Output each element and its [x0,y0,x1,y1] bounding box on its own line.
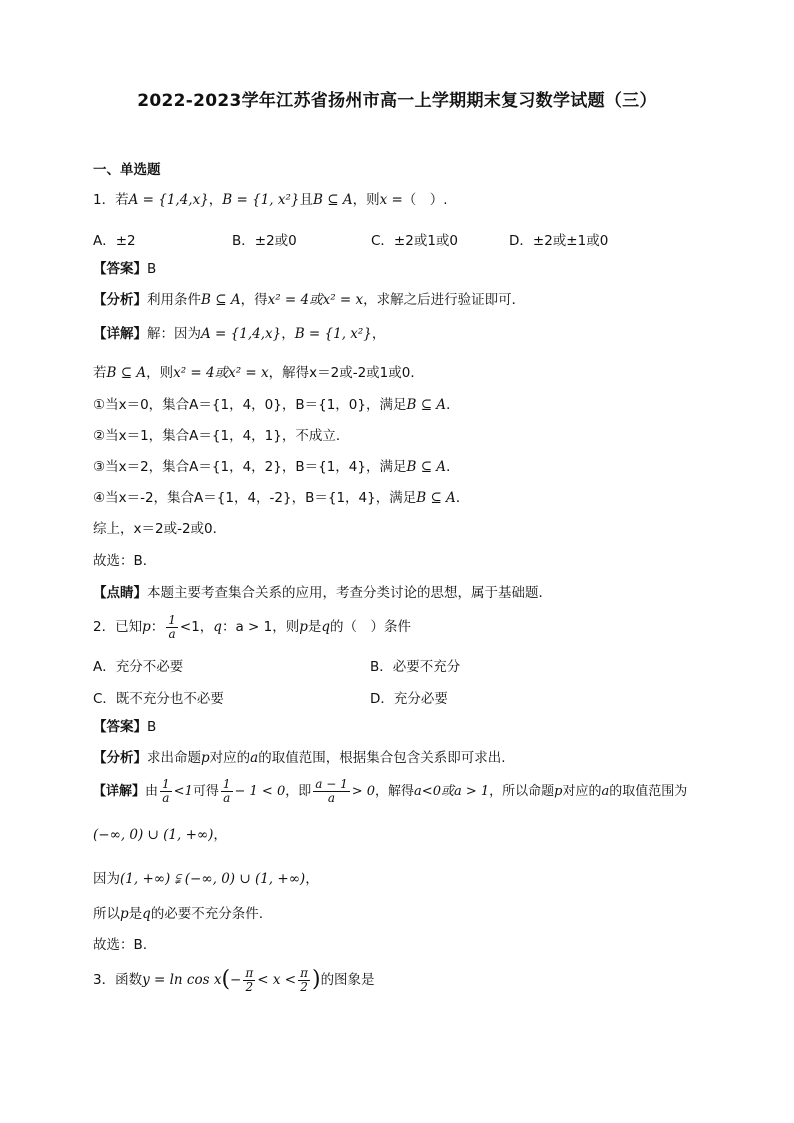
q2-option-d: D．充分必要 [370,691,448,707]
q1-detail: 【详解】解：因为A = {1,4,x}，B = {1, x²}， [93,326,386,342]
q2-detail: 【详解】由 $\frac{1}{a}$ <1可得 $\frac{1}{a}$ − 1 < 0，即 $\frac{a - 1}{a}$ > 0，解得a<0或a > 1，所以命题p对应的a的取值范围为 [93,777,688,805]
q1-summary: 综上，x＝2或-2或0． [93,521,227,537]
q2-option-b: B．必要不充分 [370,659,461,675]
page-title: 2022-2023学年江苏省扬州市高一上学期期末复习数学试题（三） [137,91,657,111]
q2-answer: 【答案】B [93,719,157,735]
q2-because: 因为(1, +∞) ⫋ (−∞, 0) ∪ (1, +∞)， [93,871,319,887]
q3-stem: 3．函数y = ln cos x(− $\frac{\pi}{2}$ < x < $\frac{\pi}{2}$ )的图象是 [93,965,375,994]
q2-range: (−∞, 0) ∪ (1, +∞)， [93,827,227,843]
q1-case-3: ③当x＝2，集合A＝{1，4，2}，B＝{1，4}，满足B ⊆ A． [93,459,460,475]
q1-option-d: D．±2或±1或0 [509,233,609,249]
q1-option-b: B．±2或0 [232,233,297,249]
section-heading: 一、单选题 [93,162,161,178]
q1-case-1: ①当x＝0，集合A＝{1，4，0}，B＝{1，0}，满足B ⊆ A． [93,397,460,413]
q1-option-c: C．±2或1或0 [371,233,459,249]
q1-option-a: A．±2 [93,233,136,249]
q2-fraction: $\frac{1}{a}$ [168,612,176,641]
q2-stem: 2．已知p： $\frac{1}{a}$ <1，q：a > 1，则p是q的（ ）条件 [93,612,412,641]
q1-choose: 故选：B． [93,553,157,569]
q2-choose: 故选：B. [93,937,148,953]
q1-stem: 1．若A = {1,4,x}，B = {1, x²}且B ⊆ A，则x =（ ）. [93,192,448,208]
q2-option-a: A．充分不必要 [93,659,184,675]
q1-comment: 【点睛】本题主要考查集合关系的应用，考查分类讨论的思想，属于基础题． [93,585,552,601]
q2-conclusion: 所以p是q的必要不充分条件. [93,906,264,922]
q1-case-4: ④当x＝-2，集合A＝{1，4，-2}，B＝{1，4}，满足B ⊆ A． [93,490,470,506]
q2-option-c: C．既不充分也不必要 [93,691,224,707]
q1-answer: 【答案】B [93,261,157,277]
q1-case-2: ②当x＝1，集合A＝{1，4，1}，不成立． [93,428,350,444]
q2-analysis: 【分析】求出命题p对应的a的取值范围，根据集合包含关系即可求出. [93,750,506,766]
q1-analysis: 【分析】利用条件B ⊆ A，得x² = 4或x² = x，求解之后进行验证即可． [93,292,526,308]
q1-detail-line2: 若B ⊆ A，则x² = 4或x² = x，解得x＝2或-2或1或0． [93,365,424,381]
